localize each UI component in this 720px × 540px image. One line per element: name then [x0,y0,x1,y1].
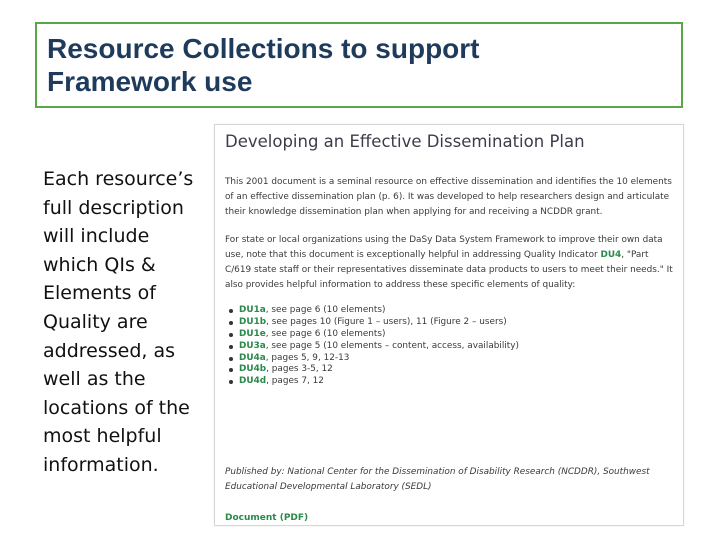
qi-code-link[interactable]: DU3a [239,340,266,351]
slide-title [47,32,671,98]
qi-code-link[interactable]: DU1a [239,305,266,316]
qi-code-link[interactable]: DU1b [239,317,267,328]
resource-publisher: Published by: National Center for the Dissemination of Disability Research (NCDDR), Southwest Educational Developmental Laboratory (SEDL) [225,467,650,492]
qi-code-link[interactable]: DU4b [239,364,267,375]
quality-element-list [225,305,673,388]
qi-location: , pages 5, 9, 12-13 [265,352,350,363]
list-item [225,341,673,353]
slide-title-line2: Framework use [47,66,253,97]
list-item [225,376,673,388]
list-item [225,364,673,376]
qi-code-link[interactable]: DU4a [239,352,266,363]
slide-title-box [35,22,683,108]
qi-location: , see page 6 (10 elements) [265,305,386,316]
bullet-icon [229,309,233,313]
usage-code-link[interactable]: DU4 [600,249,622,260]
resource-title: Developing an Effective Dissemination Plan [225,132,585,151]
usage-text-pre: For state or local organizations using the DaSy Data System Framework to improve their own data use, note that this document is exceptionally helpful in addressing Quality Indicator [225,234,663,260]
resource-intro: This 2001 document is a seminal resource on effective dissemination and identifies the 10 elements of an effective dissemination plan (p. 6). It was developed to help researchers design and articulate their knowledge dissemination plan when applying for and receiving a NCDDR grant. [225,177,672,218]
bullet-icon [229,333,233,337]
qi-code-link[interactable]: DU1e [239,329,266,340]
qi-location: , see pages 10 (Figure 1 – users), 11 (Figure 2 – users) [266,317,507,328]
resource-card [214,124,684,526]
qi-location: , see page 6 (10 elements) [265,329,386,340]
slide-body-text: Each resource’s full description will include which QIs & Elements of Quality are addressed, as well as the locations of the most helpful information. [43,168,194,476]
resource-usage [225,233,673,294]
bullet-icon [229,321,233,325]
bullet-icon [229,345,233,349]
document-pdf-link[interactable]: Document (PDF) [225,513,309,523]
slide-title-line1: Resource Collections to support [47,33,480,64]
list-item [225,305,673,317]
list-item [225,353,673,365]
bullet-icon [229,368,233,372]
qi-location: , pages 7, 12 [266,376,324,387]
usage-text-post: , "Part C/619 state staff or their representatives disseminate data products to users to meet their needs." It also provides helpful information to address these specific elements of quality: [225,249,673,291]
qi-code-link[interactable]: DU4d [239,376,267,387]
list-item [225,317,673,329]
list-item [225,329,673,341]
qi-location: , see page 5 (10 elements – content, access, availability) [265,340,519,351]
bullet-icon [229,380,233,384]
qi-location: , pages 3-5, 12 [266,364,333,375]
bullet-icon [229,357,233,361]
